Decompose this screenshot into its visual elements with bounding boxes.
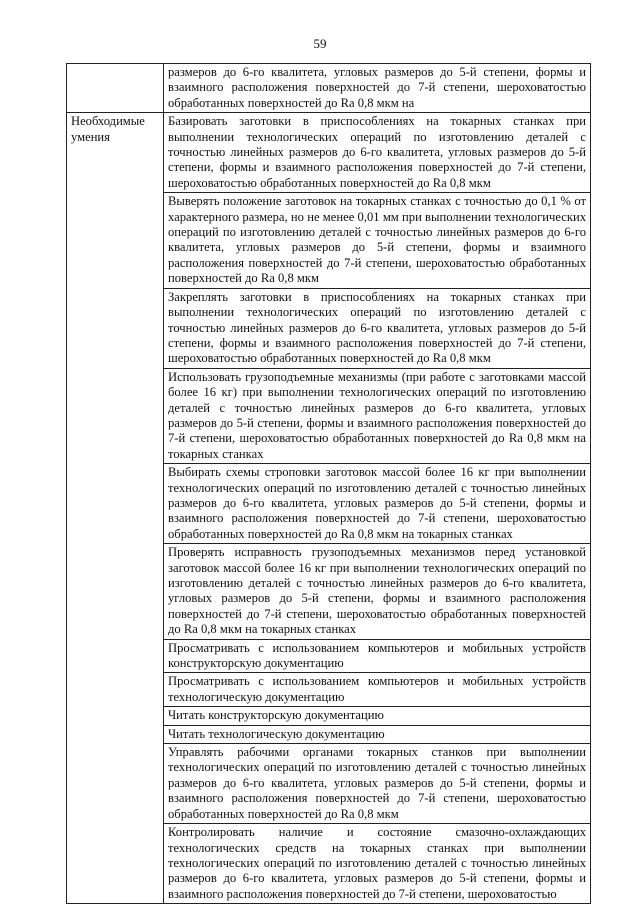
skill-item: Базировать заготовки в приспособлениях на токарных станках при выполнении технологических операций по изготовлению деталей с точностью линейных размеров до 6-го квалитета, угловых размеров до 5-й степени, формы и взаимного расположения поверхностей до 7-й степени, шероховатостью обработанных поверхностей до Ra 0,8 мкм [164,113,591,193]
skill-item: Просматривать с использованием компьютеров и мобильных устройств конструкторскую документацию [164,639,591,673]
table-row [67,113,591,193]
section-label: Необходимые умения [67,113,164,904]
skill-item: Выбирать схемы строповки заготовок массой более 16 кг при выполнении технологических операций по изготовлению деталей с точностью линейных размеров до 6-го квалитета, угловых размеров до 5-й степени, формы и взаимного расположения поверхностей до 7-й степени, шероховатостью обработанных поверхностей до Ra 0,8 мкм на токарных станках [164,464,591,544]
skill-item: Управлять рабочими органами токарных станков при выполнении технологических операций по изготовлению деталей с точностью линейных размеров до 6-го квалитета, угловых размеров до 5-й степени, формы и взаимного расположения поверхностей до 7-й степени, шероховатостью обработанных поверхностей до Ra 0,8 мкм [164,744,591,824]
empty-label-cell [67,64,164,113]
skill-item: Проверять исправность грузоподъемных механизмов перед установкой заготовок массой более 16 кг при выполнении технологических операций по изготовлению деталей с точностью линейных размеров до 6-го квалитета, угловых размеров до 5-й степени, формы и взаимного расположения поверхностей до 7-й степени, шероховатостью обработанных поверхностей до Ra 0,8 мкм на токарных станках [164,544,591,639]
skill-item: Использовать грузоподъемные механизмы (при работе с заготовками массой более 16 кг) при выполнении технологических операций по изготовлению деталей с точностью линейных размеров до 6-го квалитета, угловых размеров до 5-й степени, формы и взаимного расположения поверхностей до 7-й степени, шероховатостью обработанных поверхностей до Ra 0,8 мкм на токарных станках [164,368,591,463]
skill-item: Просматривать с использованием компьютеров и мобильных устройств технологическую документацию [164,673,591,707]
page-number: 59 [313,36,327,51]
table-row-continuation [67,64,591,113]
continuation-text: размеров до 6-го квалитета, угловых размеров до 5-й степени, формы и взаимного расположения поверхностей до 7-й степени, шероховатостью обработанных поверхностей до Ra 0,8 мкм на [164,64,591,113]
skill-item: Выверять положение заготовок на токарных станках с точностью до 0,1 % от характерного размера, но не менее 0,01 мм при выполнении технологических операций по изготовлению деталей с точностью линейных размеров до 6-го квалитета, угловых размеров до 5-й степени, формы и взаимного расположения поверхностей до 7-й степени, шероховатостью обработанных поверхностей до Ra 0,8 мкм [164,193,591,288]
skill-item: Читать технологическую документацию [164,725,591,743]
skills-table [66,63,591,904]
skill-item: Контролировать наличие и состояние смазочно-охлаждающих технологических средств на токарных станках при выполнении технологических операций по изготовлению деталей с точностью линейных размеров до 6-го квалитета, угловых размеров до 5-й степени, формы и взаимного расположения поверхностей до 7-й степени, шероховатостью [164,824,591,904]
skill-item: Закреплять заготовки в приспособлениях на токарных станках при выполнении технологических операций по изготовлению деталей с точностью линейных размеров до 6-го квалитета, угловых размеров до 5-й степени, формы и взаимного расположения поверхностей до 7-й степени, шероховатостью обработанных поверхностей до Ra 0,8 мкм [164,288,591,368]
skill-item: Читать конструкторскую документацию [164,707,591,725]
